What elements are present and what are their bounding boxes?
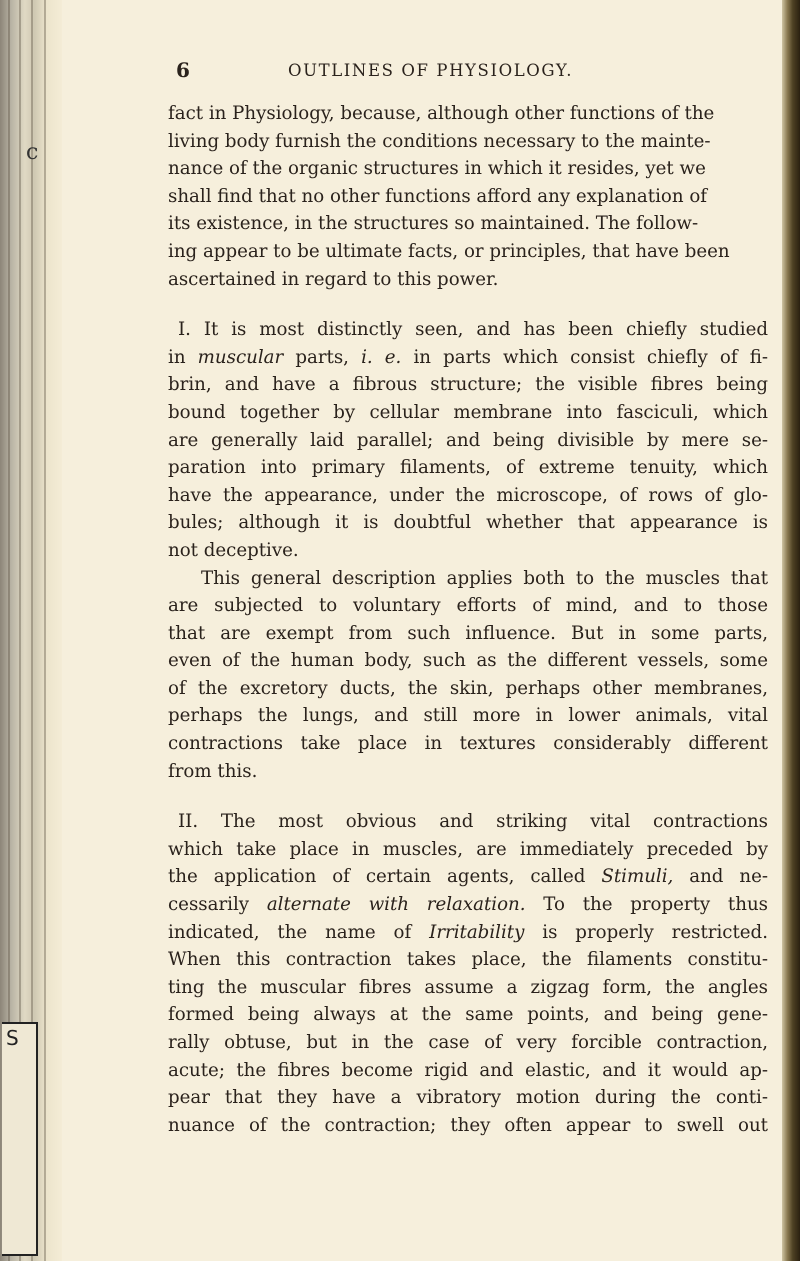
- text-line: shall find that no other functions afford any explanation of: [168, 185, 708, 207]
- text-line: bules; although it is doubtful whether that appearance is: [168, 512, 768, 534]
- text-run: and ne-: [673, 866, 768, 888]
- text-run: is properly restricted.: [542, 921, 768, 943]
- page-number: 6: [176, 58, 190, 82]
- edge-stripe: [44, 0, 46, 1261]
- text-run: the application of certain agents, called: [168, 866, 602, 888]
- text-line: ing appear to be ultimate facts, or principles, that have been: [168, 240, 730, 262]
- paragraph-description: [168, 565, 768, 786]
- text-line: This general description applies both to the muscles that: [201, 567, 768, 589]
- paragraph-gap: [168, 293, 768, 316]
- text-line: acute; the fibres become rigid and elastic, and it would ap-: [168, 1059, 768, 1081]
- emphasis-muscular: muscular: [197, 346, 284, 368]
- text-run: in: [168, 346, 198, 368]
- text-line: [168, 863, 768, 891]
- text-line: ascertained in regard to this power.: [168, 268, 499, 290]
- text-line: brin, and have a fibrous structure; the visible fibres being: [168, 374, 768, 396]
- text-line: bound together by cellular membrane into fasciculi, which: [168, 401, 768, 423]
- emphasis-stimuli: Stimuli,: [601, 866, 674, 888]
- text-run: in parts which consist chiefly of fi-: [401, 346, 768, 368]
- text-line: [168, 891, 768, 919]
- text-line: I. It is most distinctly seen, and has been chiefly studied: [178, 319, 768, 341]
- text-line: that are exempt from such influence. But in some parts,: [168, 622, 768, 644]
- text-line: its existence, in the structures so maintained. The follow-: [168, 213, 699, 235]
- text-line: nance of the organic structures in which it resides, yet we: [168, 158, 706, 180]
- paragraph-gap: [168, 785, 768, 808]
- emphasis-irritability: Irritability: [429, 921, 525, 943]
- text-line: which take place in muscles, are immediately preceded by: [168, 838, 768, 860]
- book-page: [168, 58, 768, 1139]
- paragraph-section-one: [168, 316, 768, 564]
- text-line: formed being always at the same points, and being gene-: [168, 1004, 768, 1026]
- text-line: from this.: [168, 760, 258, 782]
- text-line: are subjected to voluntary efforts of mind, and to those: [168, 595, 768, 617]
- margin-label-box: [2, 1022, 38, 1256]
- running-head: OUTLINES OF PHYSIOLOGY.: [288, 61, 574, 80]
- text-line: nuance of the contraction; they often appear to swell out: [168, 1114, 768, 1136]
- paragraph-section-two: [168, 808, 768, 1139]
- text-line: contractions take place in textures considerably different: [168, 733, 768, 755]
- emphasis-alternate: alternate with relaxation.: [266, 894, 526, 916]
- text-line: not deceptive.: [168, 539, 299, 561]
- text-run: indicated, the name of: [168, 921, 412, 943]
- text-line: even of the human body, such as the different vessels, some: [168, 650, 768, 672]
- text-line: pear that they have a vibratory motion during the conti-: [168, 1087, 768, 1109]
- text-line: [168, 919, 768, 947]
- text-line: paration into primary filaments, of extreme tenuity, which: [168, 457, 768, 479]
- text-line: II. The most obvious and striking vital contractions: [178, 811, 768, 833]
- text-run: parts,: [283, 346, 362, 368]
- text-line: ting the muscular fibres assume a zigzag form, the angles: [168, 976, 768, 998]
- text-run: cessarily: [168, 894, 267, 916]
- text-run: To the property thus: [525, 894, 769, 916]
- margin-label-text: S: [6, 1026, 19, 1050]
- text-line: perhaps the lungs, and still more in lower animals, vital: [168, 705, 768, 727]
- scanned-book-edge-right: [782, 0, 800, 1261]
- text-line: have the appearance, under the microscope, of rows of glo-: [168, 484, 768, 506]
- margin-caret: c: [26, 140, 39, 165]
- emphasis-ie: i. e.: [361, 346, 402, 368]
- paragraph-intro: [168, 100, 768, 293]
- text-line: When this contraction takes place, the filaments constitu-: [168, 949, 768, 971]
- text-line: rally obtuse, but in the case of very forcible contraction,: [168, 1032, 768, 1053]
- text-line: fact in Physiology, because, although other functions of the: [168, 103, 715, 124]
- text-line: [168, 344, 768, 372]
- text-line: are generally laid parallel; and being divisible by mere se-: [168, 429, 768, 451]
- text-line: living body furnish the conditions necessary to the mainte-: [168, 130, 711, 152]
- page-header: [168, 58, 768, 88]
- text-line: of the excretory ducts, the skin, perhaps other membranes,: [168, 677, 768, 699]
